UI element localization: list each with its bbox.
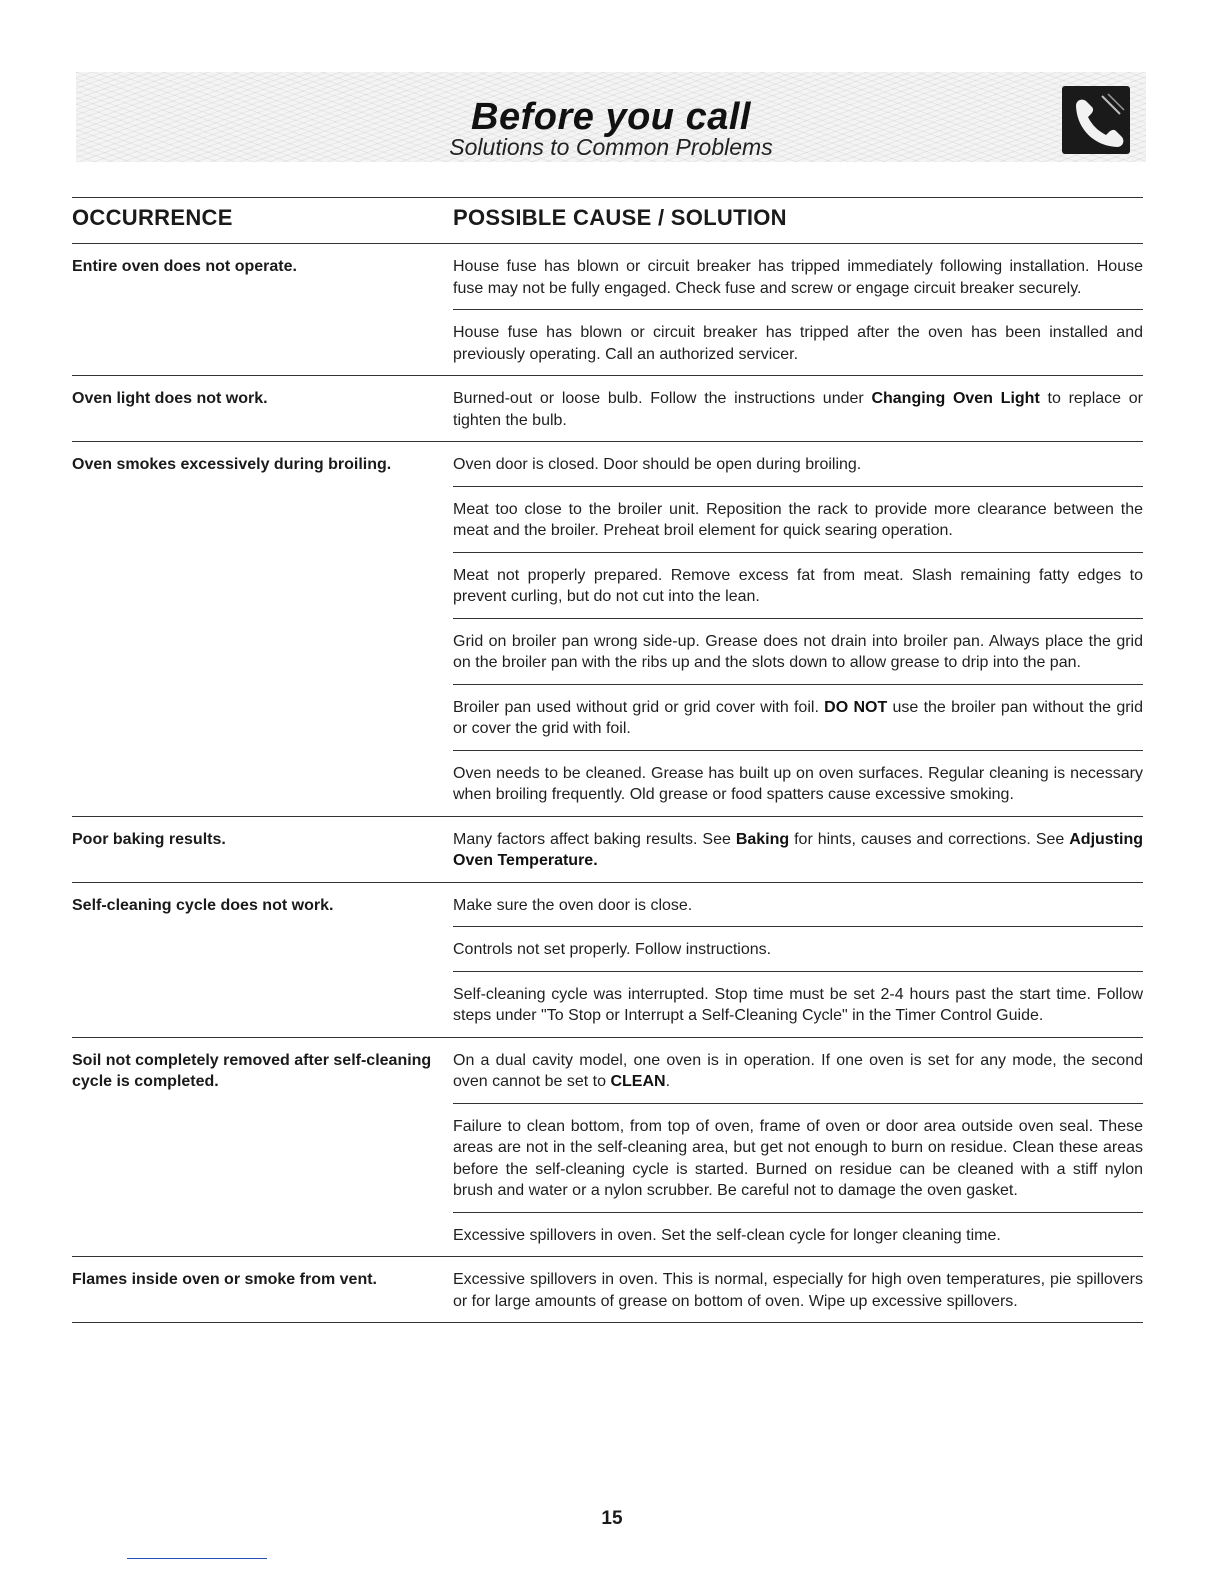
solution-text: Oven door is closed. Door should be open during broiling. (453, 456, 862, 473)
occurrence-cell: Oven smokes excessively during broiling. (72, 456, 392, 473)
solution-item (453, 309, 1143, 375)
emphasis-text: CLEAN (610, 1073, 666, 1090)
page-title: Before you call (471, 96, 751, 138)
occurrence-cell: Poor baking results. (72, 830, 226, 848)
solution-text: Oven needs to be cleaned. Grease has built up on oven surfaces. Regular cleaning is necessary when broiling frequently. Old grease or food spatters cause excessive smoking. (453, 764, 1143, 803)
emphasis-text: DO NOT (824, 698, 888, 716)
solution-text: Controls not set properly. Follow instructions. (453, 941, 772, 958)
solution-text: Grid on broiler pan wrong side-up. Grease does not drain into broiler pan. Always place the grid on the broiler pan with the ribs up and the slots down to allow grease to drip into the pan. (453, 632, 1143, 671)
emphasis-text: Baking (735, 830, 790, 848)
solutions-cell (453, 817, 1143, 882)
solution-text: . (665, 1073, 671, 1090)
solution-text: to replace or tighten the bulb. (453, 390, 1144, 429)
solution-text: House fuse has blown or circuit breaker has tripped immediately following installation. House fuse may not be fully engaged. Check fuse and screw or engage circuit breaker securely. (453, 258, 1143, 297)
emphasis-text: Changing Oven Light (871, 390, 1040, 407)
solution-item (453, 618, 1143, 684)
table-row (72, 376, 1143, 442)
solution-text: Excessive spillovers in oven. Set the self-clean cycle for longer cleaning time. (453, 1226, 1001, 1244)
solution-text: for hints, causes and corrections. See (789, 830, 1070, 848)
table-row (72, 883, 1143, 1038)
solution-item (453, 750, 1143, 816)
solution-text: Many factors affect baking results. See (453, 830, 736, 848)
solution-text: Failure to clean bottom, from top of oven, frame of oven or door area outside oven seal. These areas are not in the self-cleaning area, but get not enough to burn on residue. Clean these areas before the self-cleaning cycle is started. Burned on residue can be cleaned with a stiff nylon brush and water or a nylon scrubber. Be careful not to damage the oven gasket. (453, 1117, 1143, 1199)
solution-item (453, 442, 1143, 486)
occurrence-cell: Self-cleaning cycle does not work. (72, 896, 334, 914)
occurrence-cell: Soil not completely removed after self-cleaning cycle is completed. (72, 1051, 432, 1090)
solutions-cell (453, 442, 1143, 816)
solution-text: On a dual cavity model, one oven is in operation. If one oven is set for any mode, the second oven cannot be set to (453, 1051, 1143, 1090)
cause-column-header: POSSIBLE CAUSE / SOLUTION (453, 205, 787, 230)
header-banner (76, 72, 1146, 162)
occurrence-cell: Flames inside oven or smoke from vent. (72, 1271, 377, 1288)
phone-icon (1062, 86, 1130, 154)
solutions-cell (453, 1038, 1143, 1257)
solution-text: Excessive spillovers in oven. This is normal, especially for high oven temperatures, pie spillovers or for large amounts of grease on bottom of oven. Wipe up excessive spillovers. (453, 1271, 1143, 1310)
solution-item (453, 1103, 1143, 1212)
footer-link-rule (127, 1558, 267, 1559)
solution-text: use the broiler pan without the grid or cover the grid with foil. (453, 698, 1143, 737)
solution-text: Make sure the oven door is close. (453, 896, 693, 914)
solution-item (453, 552, 1143, 618)
occurrence-cell: Entire oven does not operate. (72, 258, 297, 275)
solution-text: Meat too close to the broiler unit. Reposition the rack to provide more clearance between the meat and the broiler. Preheat broil element for quick searing operation. (453, 500, 1143, 539)
emphasis-text: Adjusting Oven Temperature. (453, 830, 1143, 869)
solution-item (453, 486, 1143, 552)
table-row (72, 817, 1143, 883)
table-row (72, 1038, 1143, 1258)
solution-text: Broiler pan used without grid or grid cover with foil. (453, 698, 825, 716)
solution-item (453, 1257, 1143, 1322)
solution-item (453, 971, 1143, 1037)
solution-text: House fuse has blown or circuit breaker has tripped after the oven has been installed and previously operating. Call an authorized servicer. (453, 324, 1143, 363)
solution-text: Meat not properly prepared. Remove excess fat from meat. Slash remaining fatty edges to prevent curling, but do not cut into the lean. (453, 566, 1143, 605)
solution-item (453, 1212, 1143, 1257)
page-number: 15 (601, 1508, 623, 1529)
solutions-cell (453, 883, 1143, 1037)
solution-item (453, 926, 1143, 971)
table-row (72, 244, 1143, 376)
occurrence-cell: Oven light does not work. (72, 390, 268, 407)
table-row (72, 1257, 1143, 1323)
solution-item (453, 376, 1143, 441)
troubleshooting-table (72, 244, 1143, 1323)
solutions-cell (453, 376, 1143, 441)
solution-text: Self-cleaning cycle was interrupted. Stop time must be set 2-4 hours past the start time. Follow steps under "To Stop or Interrupt a Self-Cleaning Cycle" in the Timer Control Guide. (453, 985, 1143, 1024)
page-subtitle: Solutions to Common Problems (449, 134, 773, 160)
solution-item (453, 883, 1143, 927)
occurrence-column-header: OCCURRENCE (72, 205, 233, 230)
solution-text: Burned-out or loose bulb. Follow the instructions under (453, 390, 872, 407)
solution-item (453, 684, 1143, 750)
header-top-rule (72, 197, 1143, 198)
solution-item (453, 244, 1143, 309)
table-row (72, 442, 1143, 817)
solution-item (453, 1038, 1143, 1103)
solutions-cell (453, 244, 1143, 375)
solution-item (453, 817, 1143, 882)
solutions-cell (453, 1257, 1143, 1322)
